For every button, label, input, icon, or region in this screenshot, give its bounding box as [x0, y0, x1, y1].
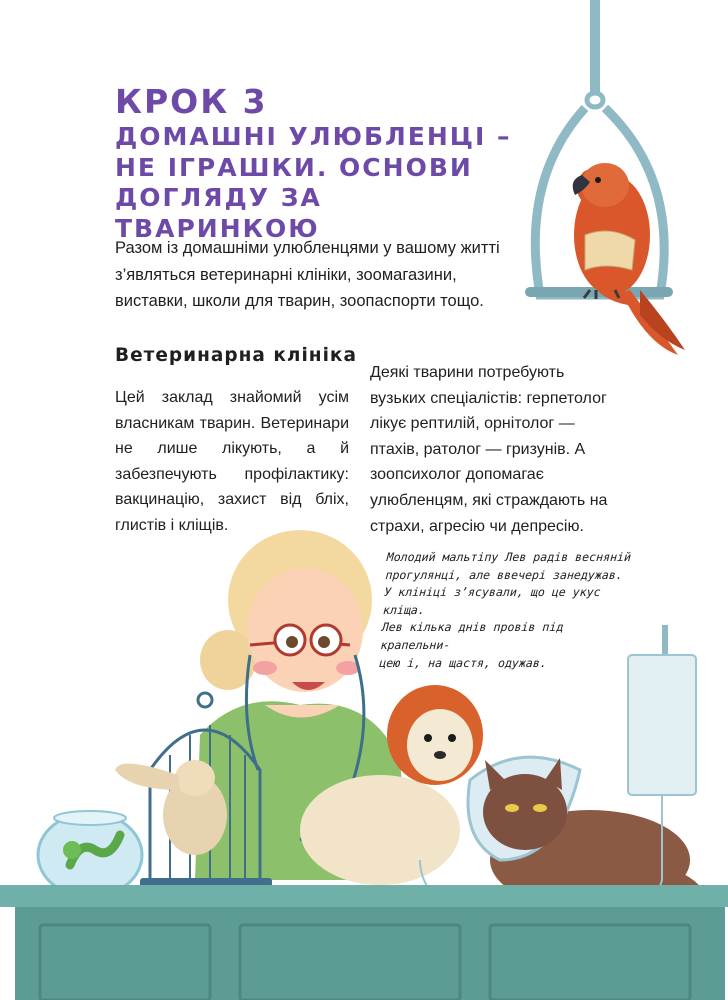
caption-line: Лев кілька днів провів під крапельни- — [380, 620, 564, 653]
caption-line: цею і, на щастя, одужав. — [378, 655, 548, 670]
section-left-paragraph: Цей заклад знайомий усім власникам тварин. Ветеринари не лише лікують, а й забезпечують профілактику: вакцинацію, захист від бліх, глистів і кліщів. — [115, 389, 349, 534]
exam-table — [0, 885, 728, 1000]
caption-line: прогулянці, але ввечері занедужав. — [385, 567, 624, 582]
heading-line-3: ДОГЛЯДУ ЗА ТВАРИНКОЮ — [115, 183, 322, 243]
heading-line-2: НЕ ІГРАШКИ. ОСНОВИ — [115, 152, 473, 182]
intro-paragraph: Разом із домашніми улюбленцями у вашому житті з’являться ветеринарні клініки, зоомагазини, виставки, школи для тварин, зоопаспорти тощо. — [115, 239, 500, 311]
heading-line-1: ДОМАШНІ УЛЮБЛЕНЦІ – — [115, 122, 512, 152]
caption-line: У клініці з’ясували, що це укус кліща. — [382, 585, 602, 617]
section-right-paragraph: Деякі тварини потребують вузьких спеціалістів: герпетолог лікує рептилій, орнітолог — птахів, ратолог — гризунів. А зоопсихолог допомагає улюбленцям, які страждають на страхи, агресію чи депресію. — [370, 364, 608, 535]
step-number: КРОК 3 — [115, 82, 268, 121]
section-title: Ветеринарна клініка — [115, 345, 357, 366]
step-heading — [115, 82, 535, 244]
fishbowl-lizard-illustration — [38, 811, 142, 897]
illustration-caption — [379, 549, 638, 672]
caption-line: Молодий мальтіпу Лев радів весняній — [386, 550, 632, 564]
